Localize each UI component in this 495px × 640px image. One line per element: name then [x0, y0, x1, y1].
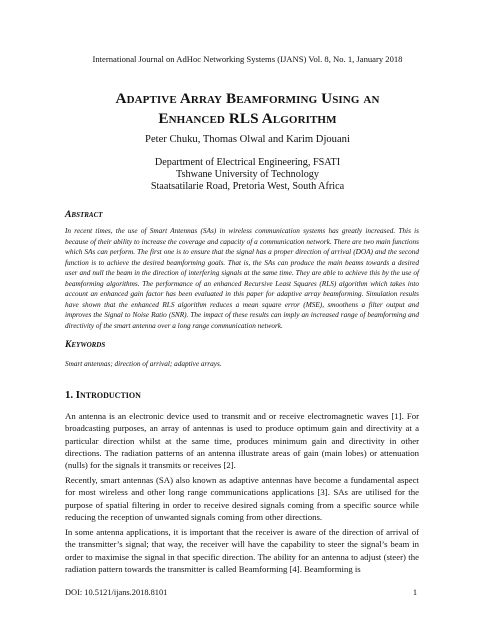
affiliation-address: Staatsatilarie Road, Pretoria West, South Africa — [150, 181, 345, 192]
abstract-heading: Abstract — [65, 209, 103, 220]
affiliation-university: Tshwane University of Technology — [176, 169, 319, 180]
intro-paragraph-2: Recently, smart antennas (SA) also known as adaptive antennas have become a fundamental aspect for most wireless and other long range communications applications [3]. SAs are utilised for the purpose of spatial filtering in order to receive desired signals coming from a specific source while reducing the reception of unwanted signals coming from other directions. — [65, 475, 419, 522]
page-number: 1 — [412, 588, 417, 597]
keywords-text: Smart antennas; direction of arrival; adaptive arrays. — [65, 360, 222, 368]
author-list: Peter Chuku, Thomas Olwal and Karim Djouani — [145, 134, 350, 145]
affiliation-department: Department of Electrical Engineering, FSATI — [154, 157, 341, 168]
intro-paragraph-1: An antenna is an electronic device used to transmit and or receive electromagnetic waves [1]. For broadcasting purposes, an array of antennas is used to produce optimum gain and directivity at a particular direction whilst at the same time, produces minimum gain and directivity in other directions. The radiation patterns of an antenna illustrate areas of gain (main lobes) or attenuation (nulls) for the signals it transmits or receives [2]. — [65, 411, 419, 471]
affiliation — [0, 157, 495, 193]
section-heading-introduction: 1. Introduction — [65, 389, 141, 401]
title-line-2: Enhanced RLS Algorithm — [158, 110, 337, 127]
footer-doi: DOI: 10.5121/ijans.2018.8101 — [65, 588, 168, 597]
intro-paragraph-3: In some antenna applications, it is important that the receiver is aware of the direction of arrival of the transmitter’s signal; that way, the receiver will have the capability to steer the signal’s beam in order to maximise the signal in that specific direction. The ability for an antenna to adjust (steer) the radiation pattern towards the transmitter is called Beamforming [4]. Beamforming is — [65, 527, 419, 574]
title-line-1: Adaptive Array Beamforming Using an — [115, 90, 380, 107]
abstract-text: In recent times, the use of Smart Antennas (SAs) in wireless communication systems has greatly increased. This is because of their ability to increase the coverage and capacity of a communication network. There are two main functions which SAs can perform. The first one is to ensure that the signal has a proper direction of arrival (DOA) and the second function is to achieve the desired beamforming goals. That is, the SAs can produce the main beams towards a desired user and null the beam in the direction of interfering signals at the same time. They are able to achieve this by the use of beamforming algorithms. The performance of an enhanced Recursive Least Squares (RLS) algorithm which takes into account an enhanced gain factor has been evaluated in this paper for adaptive array beamforming. Simulation results have shown that the enhanced RLS algorithm reduces a mean square error (MSE), smoothens a filter output and improves the Signal to Noise Ratio (SNR). The impact of these results can imply an increased range of beamforming and directivity of the smart antenna over a long range communication network. — [65, 227, 419, 330]
paper-title — [30, 89, 465, 129]
journal-header: International Journal on AdHoc Networking Systems (IJANS) Vol. 8, No. 1, January 2018 — [92, 54, 403, 64]
keywords-heading: Keywords — [65, 339, 106, 350]
